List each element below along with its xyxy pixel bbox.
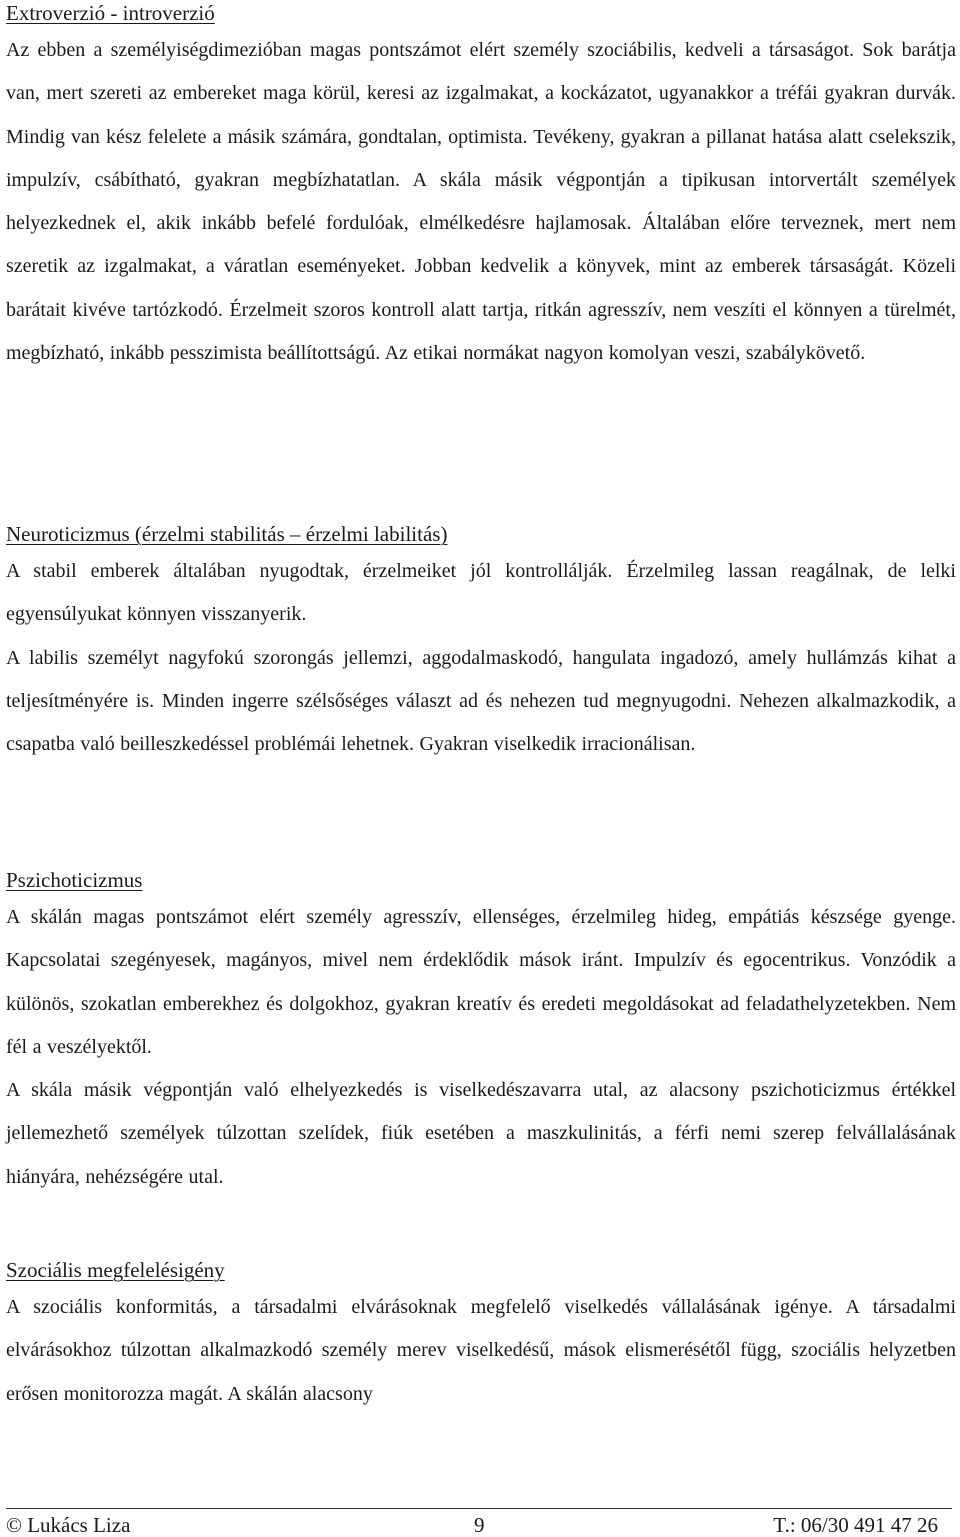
- section-szocialis-megfelelesigeny: [6, 1258, 956, 1416]
- section-neuroticizmus: [6, 522, 956, 766]
- footer-author: © Lukács Liza: [6, 1513, 131, 1537]
- footer-phone: T.: 06/30 491 47 26: [773, 1513, 938, 1537]
- section-paragraph: A skála másik végpontján való elhelyezkedés is viselkedészavarra utal, az alacsony pszichoticizmus értékkel jellemezhető személyek túlzottan szelídek, fiúk esetében a maszkulinitás, a férfi nemi szerep felvállalásának hiányára, nehézségére utal.: [6, 1079, 956, 1188]
- section-title: Neuroticizmus (érzelmi stabilitás – érzelmi labilitás): [6, 522, 448, 546]
- footer-divider: [6, 1508, 952, 1509]
- section-paragraph: A labilis személyt nagyfokú szorongás jellemzi, aggodalmaskodó, hangulata ingadozó, amely hullámzás kihat a teljesítményére is. Minden ingerre szélsőséges választ ad és nehezen tud megnyugodni. Nehezen alkalmazkodik, a csapatba való beilleszkedéssel problémái lehetnek. Gyakran viselkedik irracionálisan.: [6, 646, 956, 756]
- section-extroverzio: [6, 1, 956, 375]
- section-paragraph: A skálán magas pontszámot elért személy agresszív, ellenséges, érzelmileg hideg, empátiás készsége gyenge. Kapcsolatai szegényesek, magányos, mivel nem érdeklődik mások iránt. Impulzív és egocentrikus. Vonzódik a különös, szokatlan emberekhez és dolgokhoz, gyakran kreatív és eredeti megoldásokat ad feladathelyzetekben. Nem fél a veszélyektől.: [6, 906, 956, 1058]
- section-paragraph: A stabil emberek általában nyugodtak, érzelmeiket jól kontrollálják. Érzelmileg lassan reagálnak, de lelki egyensúlyukat könnyen visszanyerik.: [6, 560, 956, 626]
- section-paragraph: A szociális konformitás, a társadalmi elvárásoknak megfelelő viselkedés vállalásának igénye. A társadalmi elvárásokhoz túlzottan alkalmazkodó személy merev viselkedésű, mások elismerésétől függ, szociális helyzetben erősen monitorozza magát. A skálán alacsony: [6, 1296, 956, 1405]
- section-title: Pszichoticizmus: [6, 868, 143, 892]
- section-title: Szociális megfelelésigény: [6, 1258, 225, 1282]
- footer-page-number: 9: [474, 1513, 485, 1537]
- section-paragraph: Az ebben a személyiségdimezióban magas pontszámot elért személy szociábilis, kedveli a társaságot. Sok barátja van, mert szereti az embereket maga körül, keresi az izgalmakat, a kockázatot, ugyanakkor a tréfái gyakran durvák. Mindig van kész felelete a másik számára, gondtalan, optimista. Tevékeny, gyakran a pillanat hatása alatt cselekszik, impulzív, csábítható, gyakran megbízhatatlan. A skála másik végpontján a tipikusan intorvertált személyek helyezkednek el, akik inkább befelé fordulóak, elmélkedésre hajlamosak. Általában előre terveznek, mert nem szeretik az izgalmakat, a váratlan eseményeket. Jobban kedvelik a könyvek, mint az emberek társaságát. Közeli barátait kivéve tartózkodó. Érzelmeit szoros kontroll alatt tartja, ritkán agresszív, nem veszíti el könnyen a türelmét, megbízható, inkább pesszimista beállítottságú. Az etikai normákat nagyon komolyan veszi, szabálykövető.: [6, 39, 956, 365]
- section-title: Extroverzió - introverzió: [6, 1, 215, 25]
- section-pszichoticizmus: [6, 868, 956, 1199]
- page-footer: [6, 1514, 952, 1537]
